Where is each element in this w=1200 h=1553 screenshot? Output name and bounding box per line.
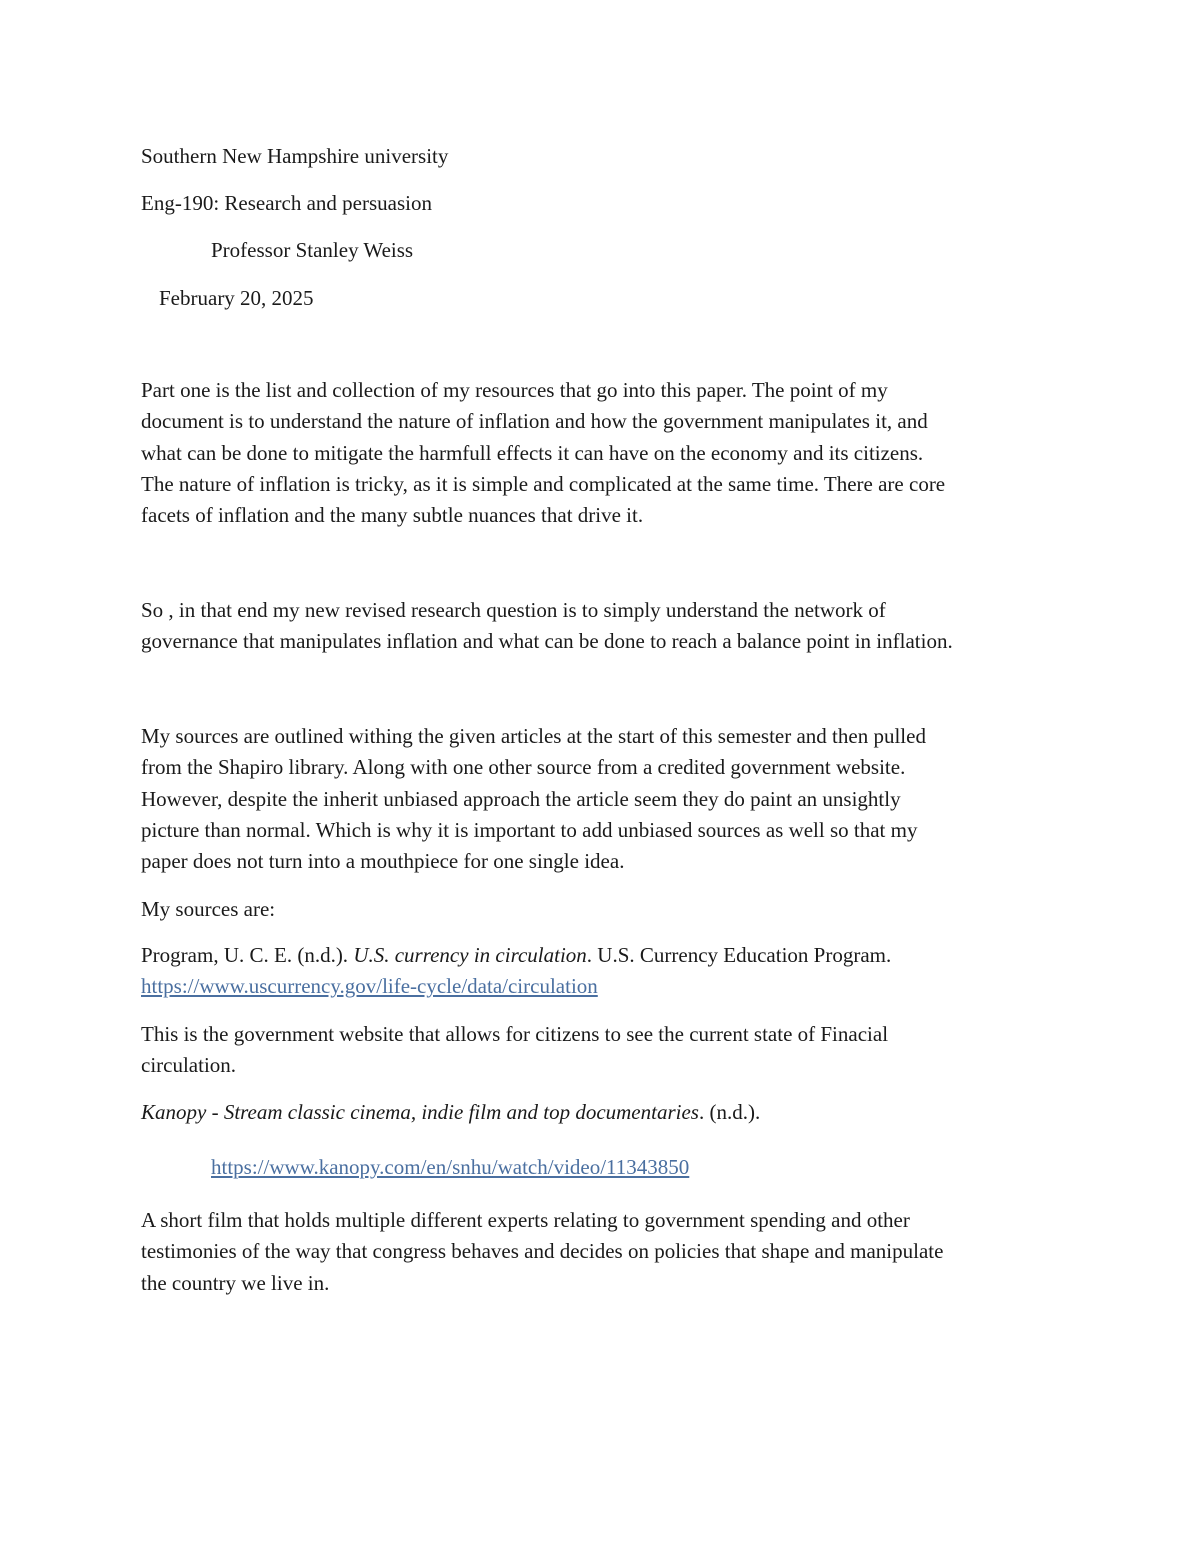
source-citation-1 (141, 940, 1056, 1003)
description-line: This is the government website that allows for citizens to see the current state of Finacial (141, 1022, 889, 1046)
professor-name: Professor Stanley Weiss (211, 238, 414, 262)
description-line: testimonies of the way that congress behaves and decides on policies that shape and manipulate (141, 1239, 944, 1264)
source-description-2 (141, 1205, 1056, 1299)
question-line: So , in that end my new revised research question is to simply understand the network of (141, 598, 886, 622)
institution-name: Southern New Hampshire university (141, 144, 449, 168)
intro-line: facets of inflation and the many subtle nuances that drive it. (141, 503, 644, 528)
citation-url-line (211, 1154, 689, 1180)
sources-intro-line: picture than normal. Which is why it is important to add unbiased sources as well so that my (141, 817, 918, 842)
sources-intro-line: from the Shapiro library. Along with one other source from a credited government website. (141, 755, 906, 780)
intro-line: The nature of inflation is tricky, as it is simple and complicated at the same time. There are core (141, 471, 946, 496)
citation-title: U.S. currency in circulation (353, 943, 587, 967)
source-description-1 (141, 1019, 1056, 1082)
intro-paragraph (141, 375, 1056, 531)
intro-line: what can be done to mitigate the harmfull effects it can have on the economy and its citizens. (141, 440, 924, 465)
intro-line: document is to understand the nature of inflation and how the government manipulates it, and (141, 409, 928, 434)
description-line: A short film that holds multiple different experts relating to government spending and other (141, 1208, 910, 1232)
sources-intro-line: My sources are outlined withing the given articles at the start of this semester and then pulled (141, 724, 926, 748)
citation-line (141, 940, 1056, 971)
source-citation-2 (141, 1099, 760, 1125)
sources-intro-line: However, despite the inherit unbiased approach the article seem they do paint an unsightly (141, 786, 901, 811)
description-line: circulation. (141, 1053, 237, 1078)
source-link-kanopy[interactable]: https://www.kanopy.com/en/snhu/watch/video/11343850 (211, 1155, 690, 1179)
intro-line: Part one is the list and collection of my resources that go into this paper. The point of my (141, 378, 888, 402)
sources-intro-paragraph (141, 721, 1056, 877)
sources-intro-line: paper does not turn into a mouthpiece for one single idea. (141, 849, 625, 874)
citation-title: Kanopy - Stream classic cinema, indie film and top documentaries (141, 1100, 699, 1124)
citation-date: . (n.d.). (698, 1100, 761, 1124)
citation-author: Program, U. C. E. (n.d.). (141, 943, 354, 967)
document-date: February 20, 2025 (159, 286, 314, 310)
sources-label: My sources are: (141, 897, 276, 921)
description-line: the country we live in. (141, 1270, 330, 1295)
research-question-paragraph (141, 595, 1056, 658)
citation-publisher: . U.S. Currency Education Program. (586, 943, 892, 967)
question-line: governance that manipulates inflation and what can be done to reach a balance point in inflation. (141, 629, 953, 654)
source-link-uscurrency[interactable]: https://www.uscurrency.gov/life-cycle/data/circulation (141, 974, 598, 999)
citation-url-line (141, 971, 1056, 1002)
course-title: Eng-190: Research and persuasion (141, 191, 432, 215)
